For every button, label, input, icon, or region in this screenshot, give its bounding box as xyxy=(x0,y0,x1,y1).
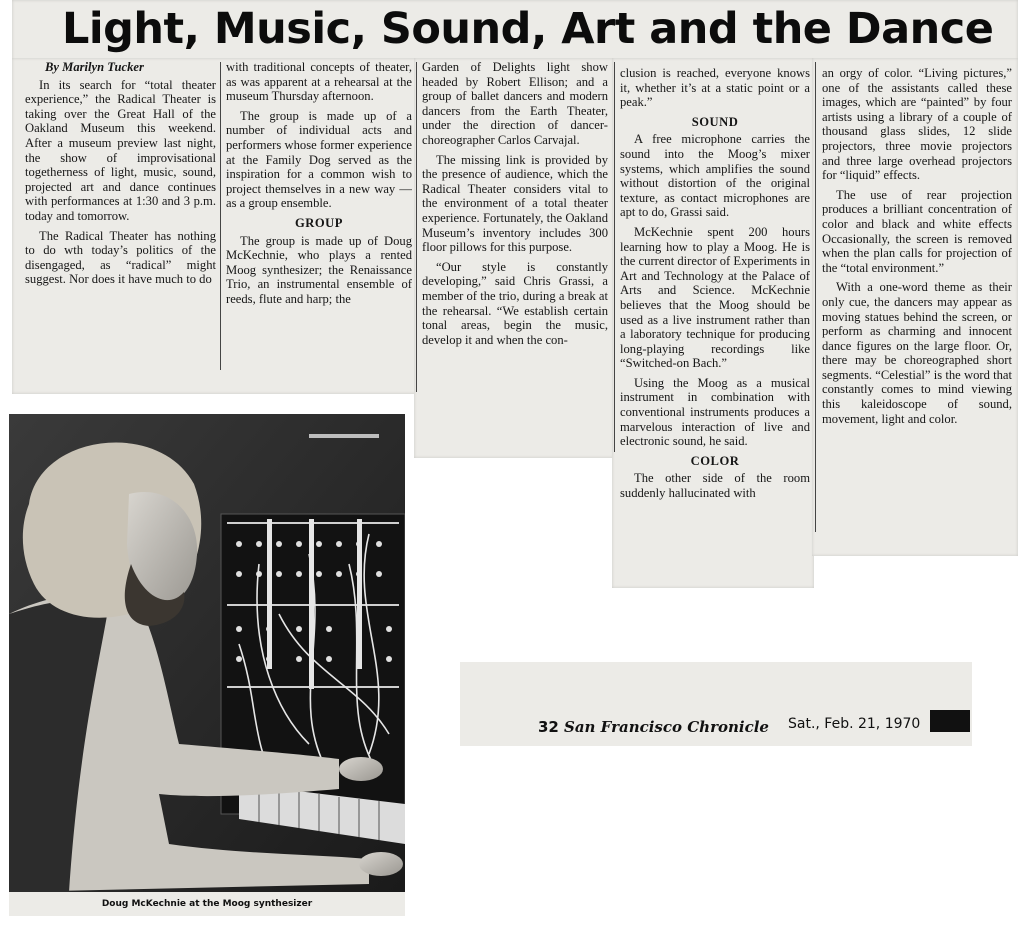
newspaper-name: San Francisco Chronicle xyxy=(564,718,769,736)
paragraph: The missing link is provided by the presence of audience, which the Radical Theater considers vital to the environment of a total theater experience. Fortunately, the Oakland Museum’s inventory includes 300 floor pillows for this purpose. xyxy=(422,152,608,255)
subhead-sound: SOUND xyxy=(691,114,739,129)
article-headline: Light, Music, Sound, Art and the Dance xyxy=(62,4,994,54)
paragraph: With a one-word theme as their only cue, the dancers may appear as moving statues behind the screen, or perform as charming and innocent dance figures on the large floor. Or, there may be choreographed short segments. “Celestial” is the word that constantly comes to mind viewing this kaleidoscope of sound, movement, light and color. xyxy=(822,280,1012,426)
photo-moog-player xyxy=(9,414,405,892)
column-rule xyxy=(416,62,417,392)
article-column-3 xyxy=(422,60,608,452)
paragraph: The group is made up of Doug McKechnie, who plays a rented Moog synthesizer; the Renaissance Trio, an instrumental ensemble of reeds, flute and harp; the xyxy=(226,233,412,306)
moog-photo-illustration xyxy=(9,414,405,892)
paragraph: In its search for “total theater experience,” the Radical Theater is taking over the Great Hall of the Oakland Museum this weekend. After a museum preview last night, the show of improvisational togetherness of light, music, sound, projected art and dance continues with performances at 1:30 and 3 p.m. today and tomorrow. xyxy=(25,77,216,223)
paragraph: Garden of Delights light show headed by Robert Ellison; and a group of ballet dancers and modern dancers from the Earth Theater, under the direction of dancer-choreographer Carlos Carvajal. xyxy=(422,60,608,147)
paragraph: The Radical Theater has nothing to do wth today’s politics of the disengaged, as “radical” might suggest. Nor does it have much to do xyxy=(25,228,216,287)
paragraph: “Our style is constantly developing,” said Chris Grassi, a member of the trio, during a break at the rehearsal. “We establish certain tonal areas, begin the music, develop it and when the con- xyxy=(422,259,608,347)
paragraph: with traditional concepts of theater, as was apparent at a rehearsal at the museum Thursday afternoon. xyxy=(226,60,412,104)
column-rule xyxy=(815,62,816,532)
column-rule xyxy=(220,62,221,370)
paragraph: The group is made up of a number of individual acts and performers whose former experience at the Family Dog served as the inspiration for a common wish to project themselves in a new way — as a group ensemble. xyxy=(226,108,412,211)
paragraph: an orgy of color. “Living pictures,” one of the assistants called these images, which are “painted” by four artists using a library of a couple of thousand glass slides, 12 slide projectors, three movie projectors and three large overhead projectors for “liquid” effects. xyxy=(822,66,1012,183)
column-rule xyxy=(614,62,615,452)
paragraph: Using the Moog as a musical instrument in combination with conventional instruments produces a marvelous interaction of live and electronic sound, he said. xyxy=(620,375,810,449)
footer-rule-block xyxy=(930,710,970,732)
photo-caption: Doug McKechnie at the Moog synthesizer xyxy=(9,892,405,916)
paragraph: clusion is reached, everyone knows it, whether it’s at a static point or a peak.” xyxy=(620,66,810,110)
article-column-4 xyxy=(620,66,810,582)
page-number: 32 xyxy=(538,718,559,736)
publication-date: Sat., Feb. 21, 1970 xyxy=(788,716,921,732)
article-column-5 xyxy=(822,66,1012,554)
byline: By Marilyn Tucker xyxy=(45,60,144,74)
subhead-group: GROUP xyxy=(295,215,343,230)
article-column-2 xyxy=(226,60,412,370)
article-column-1 xyxy=(25,60,216,370)
newspaper-footer-strip xyxy=(460,662,972,746)
paragraph: The use of rear projection produces a brilliant concentration of color and black and white effects Occasionally, the screen is removed when the plan calls for projection of the “total environment.” xyxy=(822,187,1012,275)
subhead-color: COLOR xyxy=(690,453,740,468)
paragraph: McKechnie spent 200 hours learning how to play a Moog. He is the current director of Experiments in Art and Technology at the Palace of Arts and Science. McKechnie believes that the Moog should be used as a live instrument rather than a laboratory technique for producing long-playing recordings like “Switched-on Bach.” xyxy=(620,224,810,371)
paragraph: A free microphone carries the sound into the Moog’s mixer systems, which amplifies the sound without distortion of the original texture, as contact microphones are apt to do, Grassi said. xyxy=(620,132,810,220)
paragraph: The other side of the room suddenly hallucinated with xyxy=(620,471,810,501)
